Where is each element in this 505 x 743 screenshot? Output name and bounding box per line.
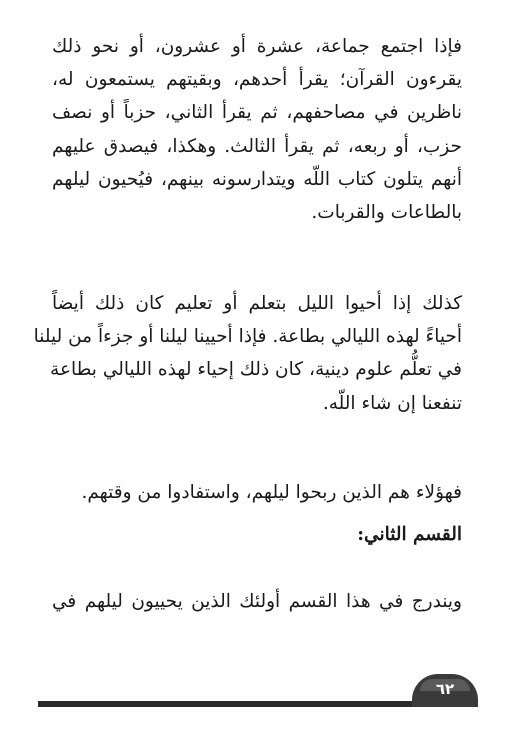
paragraph-line: أحياءً لهذه الليالي بطاعة. فإذا أحيينا ليلنا أو جزءاً من ليلنا [33, 326, 462, 348]
paragraph-line: كذلك إذا أحيوا الليل بتعلم أو تعليم كان ذلك أيضاً [52, 293, 462, 314]
paragraph-line: فهؤلاء هم الذين ربحوا ليلهم، واستفادوا من وقتهم. [81, 482, 462, 503]
paragraph-1 [52, 30, 462, 229]
page-number: ٦٢ [435, 680, 455, 698]
paragraph-line: حزب، أو ربعه، ثم يقرأ الثالث. وهكذا، فيصدق عليهم [52, 135, 462, 157]
page-number-tab [412, 674, 478, 707]
paragraph-line: يقرءون القرآن؛ يقرأ أحدهم، وبقيتهم يستمعون له، [52, 69, 462, 91]
paragraph-line: فإذا اجتمع جماعة، عشرة أو عشرون، أو نحو ذلك [52, 36, 462, 57]
paragraph-line: ناظرين في مصاحفهم، ثم يقرأ الثاني، حزباً أو نصف [52, 102, 462, 124]
section-heading: القسم الثاني: [357, 524, 462, 545]
paragraph-line: ويندرج في هذا القسم أولئك الذين يحييون ليلهم في [52, 591, 462, 612]
paragraph-line: بالطاعات والقربات. [311, 202, 462, 224]
page-footer [0, 674, 505, 714]
paragraph-line: أنهم يتلون كتاب اللّه ويتدارسونه بينهم، فيُحيون ليلهم [52, 168, 462, 190]
paragraph-4 [52, 585, 462, 618]
paragraph-3 [52, 476, 462, 509]
paragraph-line: في تعلُّم علوم دينية، كان ذلك إحياء لهذه الليالي بطاعة [50, 359, 462, 381]
paragraph-2 [33, 287, 462, 420]
paragraph-line: تنفعنا إن شاء اللّه. [322, 392, 462, 414]
